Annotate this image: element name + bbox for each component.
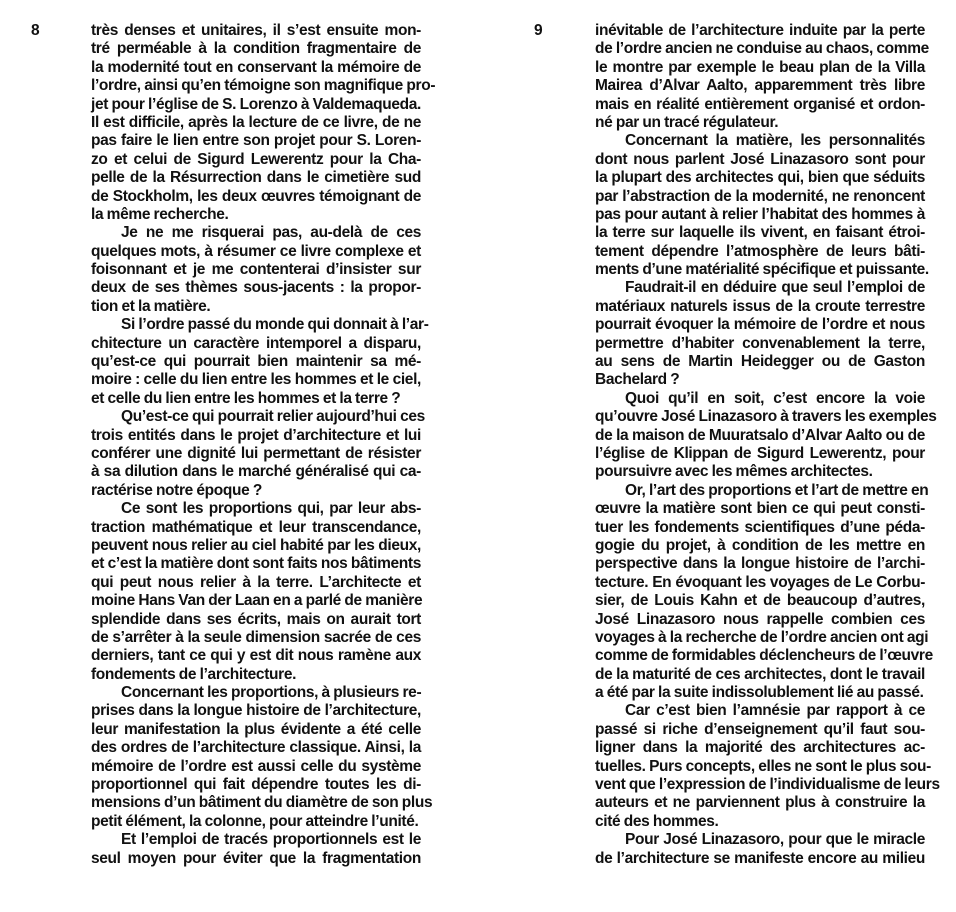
- text-line: foisonnant et je me contenterai d’insister sur: [91, 261, 421, 279]
- text-line: œuvre la matière sont bien ce qui peut consti-: [595, 500, 925, 518]
- text-line: qu’ouvre José Linazasoro à travers les exemples: [595, 408, 937, 426]
- text-line: pas faire le lien entre son projet pour S. Loren-: [91, 132, 421, 150]
- text-line: la modernité tout en conservant la mémoire de: [91, 58, 421, 76]
- text-line: tecture. En évoquant les voyages de Le Corbu-: [595, 573, 925, 591]
- text-line: vent que l’expression de l’individualisme de leurs: [595, 776, 940, 794]
- text-line: mais en réalité entièrement organisé et ordon-: [595, 95, 925, 113]
- text-line: tré perméable à la condition fragmentaire de: [91, 40, 421, 58]
- text-line: proportionnel qui fait dépendre toutes les di-: [91, 776, 421, 794]
- text-line: pelle de la Résurrection dans le cimetière sud: [91, 169, 421, 187]
- text-line: Ce sont les proportions qui, par leur abs-: [121, 500, 421, 518]
- text-line: et celle du lien entre les hommes et la terre ?: [91, 389, 401, 407]
- text-line: la terre sur laquelle ils vivent, en faisant étroi-: [595, 224, 925, 242]
- text-line: de la maison de Muuratsalo d’Alvar Aalto ou de: [595, 426, 925, 444]
- text-line: la plupart des architectes qui, bien que séduits: [595, 169, 925, 187]
- text-line: Quoi qu’il en soit, c’est encore la voie: [625, 389, 925, 407]
- text-line: passé si riche d’enseignement qu’il faut sou-: [595, 720, 925, 738]
- text-line: mensions d’un bâtiment du diamètre de son plus: [91, 794, 433, 812]
- text-line: Concernant les proportions, à plusieurs re-: [121, 684, 422, 702]
- text-line: conférer une dignité lui permettant de résister: [91, 444, 421, 462]
- text-line: de Stockholm, les deux œuvres témoignant de: [91, 187, 421, 205]
- text-line: et c’est la matière dont sont faits nos bâtiments: [91, 555, 421, 573]
- text-line: chitecture un caractère intemporel a disparu,: [91, 334, 421, 352]
- text-line: Faudrait-il en déduire que seul l’emploi de: [625, 279, 925, 297]
- text-line: petit élément, la colonne, pour atteindre l’unité.: [91, 812, 419, 830]
- text-line: de l’architecture se manifeste encore au milieu: [595, 849, 925, 867]
- text-line: de l’ordre ancien ne conduise au chaos, comme: [595, 40, 929, 58]
- text-line: moine Hans Van der Laan en a parlé de manière: [91, 592, 423, 610]
- text-line: splendide dans ses écrits, mais on aurait tort: [91, 610, 421, 628]
- text-line: fondements de l’architecture.: [91, 665, 297, 683]
- text-line: très denses et unitaires, il s’est ensuite mon-: [91, 22, 421, 39]
- text-line: auteurs et ne parviennent plus à construire la: [595, 794, 925, 812]
- text-line: jet pour l’église de S. Lorenzo à Valdemaqueda.: [91, 95, 421, 113]
- text-line: derniers, tant ce qui y est dit nous ramène aux: [91, 647, 421, 665]
- text-line: comme de formidables déclencheurs de l’œuvre: [595, 647, 933, 665]
- text-line: deux de ses thèmes sous-jacents : la propor-: [91, 279, 421, 297]
- text-line: ractérise notre époque ?: [91, 481, 262, 499]
- text-line: la même recherche.: [91, 205, 229, 223]
- text-line: sier, de Louis Kahn et de beaucoup d’autres,: [595, 592, 925, 610]
- text-line: voyages à la recherche de l’ordre ancien ont agi: [595, 628, 929, 646]
- text-line: Qu’est-ce qui pourrait relier aujourd’hui ces: [121, 408, 425, 426]
- text-line: inévitable de l’architecture induite par la perte: [595, 22, 925, 39]
- text-line: peuvent nous relier au ciel habité par les dieux,: [91, 536, 421, 554]
- text-line: zo et celui de Sigurd Lewerentz pour la Cha-: [91, 150, 421, 168]
- text-line: par l’abstraction de la modernité, ne renoncent: [595, 187, 925, 205]
- text-line: quelques mots, à résumer ce livre complexe et: [91, 242, 421, 260]
- text-line: l’ordre, ainsi qu’en témoigne son magnifique pro-: [91, 77, 436, 95]
- text-line: poursuivre avec les mêmes architectes.: [595, 463, 873, 481]
- text-line: pourrait évoquer la mémoire de l’ordre et nous: [595, 316, 925, 334]
- text-line: né par un tracé régulateur.: [595, 113, 779, 131]
- text-line: trois entités dans le projet d’architecture et lui: [91, 426, 421, 444]
- text-line: José Linazasoro nous rappelle combien ces: [595, 610, 925, 628]
- text-line: qui peut nous relier à la terre. L’architecte et: [91, 573, 421, 591]
- text-line: prises dans la longue histoire de l’architecture,: [91, 702, 421, 720]
- text-line: à sa dilution dans le marché généralisé qui ca-: [91, 463, 421, 481]
- text-line: mémoire de l’ordre est aussi celle du système: [91, 757, 421, 775]
- text-line: au sens de Martin Heidegger ou de Gaston: [595, 353, 925, 371]
- body-text: [595, 22, 940, 868]
- text-line: tuelles. Purs concepts, elles ne sont le plus sou-: [595, 757, 931, 775]
- body-text: [91, 22, 436, 868]
- text-line: moire : celle du lien entre les hommes et le ciel,: [91, 371, 421, 389]
- text-line: l’église de Klippan de Sigurd Lewerentz, pour: [595, 444, 925, 462]
- text-line: cité des hommes.: [595, 812, 719, 830]
- text-line: Et l’emploi de tracés proportionnels est le: [121, 831, 421, 849]
- text-line: le montre par exemple le beau plan de la Villa: [595, 58, 925, 76]
- text-line: Pour José Linazasoro, pour que le miracle: [625, 831, 925, 849]
- text-line: Si l’ordre passé du monde qui donnait à l’ar-: [121, 316, 429, 334]
- text-line: de la maturité de ces architectes, dont le travail: [595, 665, 925, 683]
- text-line: Or, l’art des proportions et l’art de mettre en: [625, 481, 929, 499]
- page-number: 8: [31, 22, 40, 39]
- text-line: a été par la suite indissolublement lié au passé.: [595, 684, 924, 702]
- text-line: ligner dans la majorité des architectures ac-: [595, 739, 925, 757]
- text-line: Je ne me risquerai pas, au-delà de ces: [121, 224, 421, 242]
- text-line: Concernant la matière, les personnalités: [625, 132, 925, 150]
- text-line: permettre d’habiter convenablement la terre,: [595, 334, 925, 352]
- text-line: Mairea d’Alvar Aalto, apparemment très libre: [595, 77, 925, 95]
- text-line: qu’est-ce qui pourrait bien maintenir sa mé-: [91, 353, 421, 371]
- text-line: leur manifestation la plus évidente a été celle: [91, 720, 421, 738]
- text-line: seul moyen pour éviter que la fragmentation: [91, 849, 421, 867]
- text-line: de s’arrêter à la seule dimension sacrée de ces: [91, 628, 421, 646]
- text-line: ments d’une matérialité spécifique et puissante.: [595, 261, 929, 279]
- text-line: Il est difficile, après la lecture de ce livre, de ne: [91, 113, 421, 131]
- text-line: tion et la matière.: [91, 297, 211, 315]
- text-line: matériaux naturels issus de la croute terrestre: [595, 297, 925, 315]
- text-line: traction mathématique et leur transcendance,: [91, 518, 421, 536]
- text-line: Bachelard ?: [595, 371, 680, 389]
- text-line: des ordres de l’architecture classique. Ainsi, la: [91, 739, 421, 757]
- text-line: tement dépendre l’atmosphère de leurs bâti-: [595, 242, 925, 260]
- text-line: dont nous parlent José Linazasoro sont pour: [595, 150, 925, 168]
- page-number: 9: [534, 22, 543, 39]
- text-line: perspective dans la longue histoire de l’archi-: [595, 555, 925, 573]
- text-line: tuer les fondements scientifiques d’une péda-: [595, 518, 925, 536]
- text-line: gogie du projet, à condition de les mettre en: [595, 536, 925, 554]
- text-line: Car c’est bien l’amnésie par rapport à ce: [625, 702, 925, 720]
- text-line: pas pour autant à relier l’habitat des hommes à: [595, 205, 925, 223]
